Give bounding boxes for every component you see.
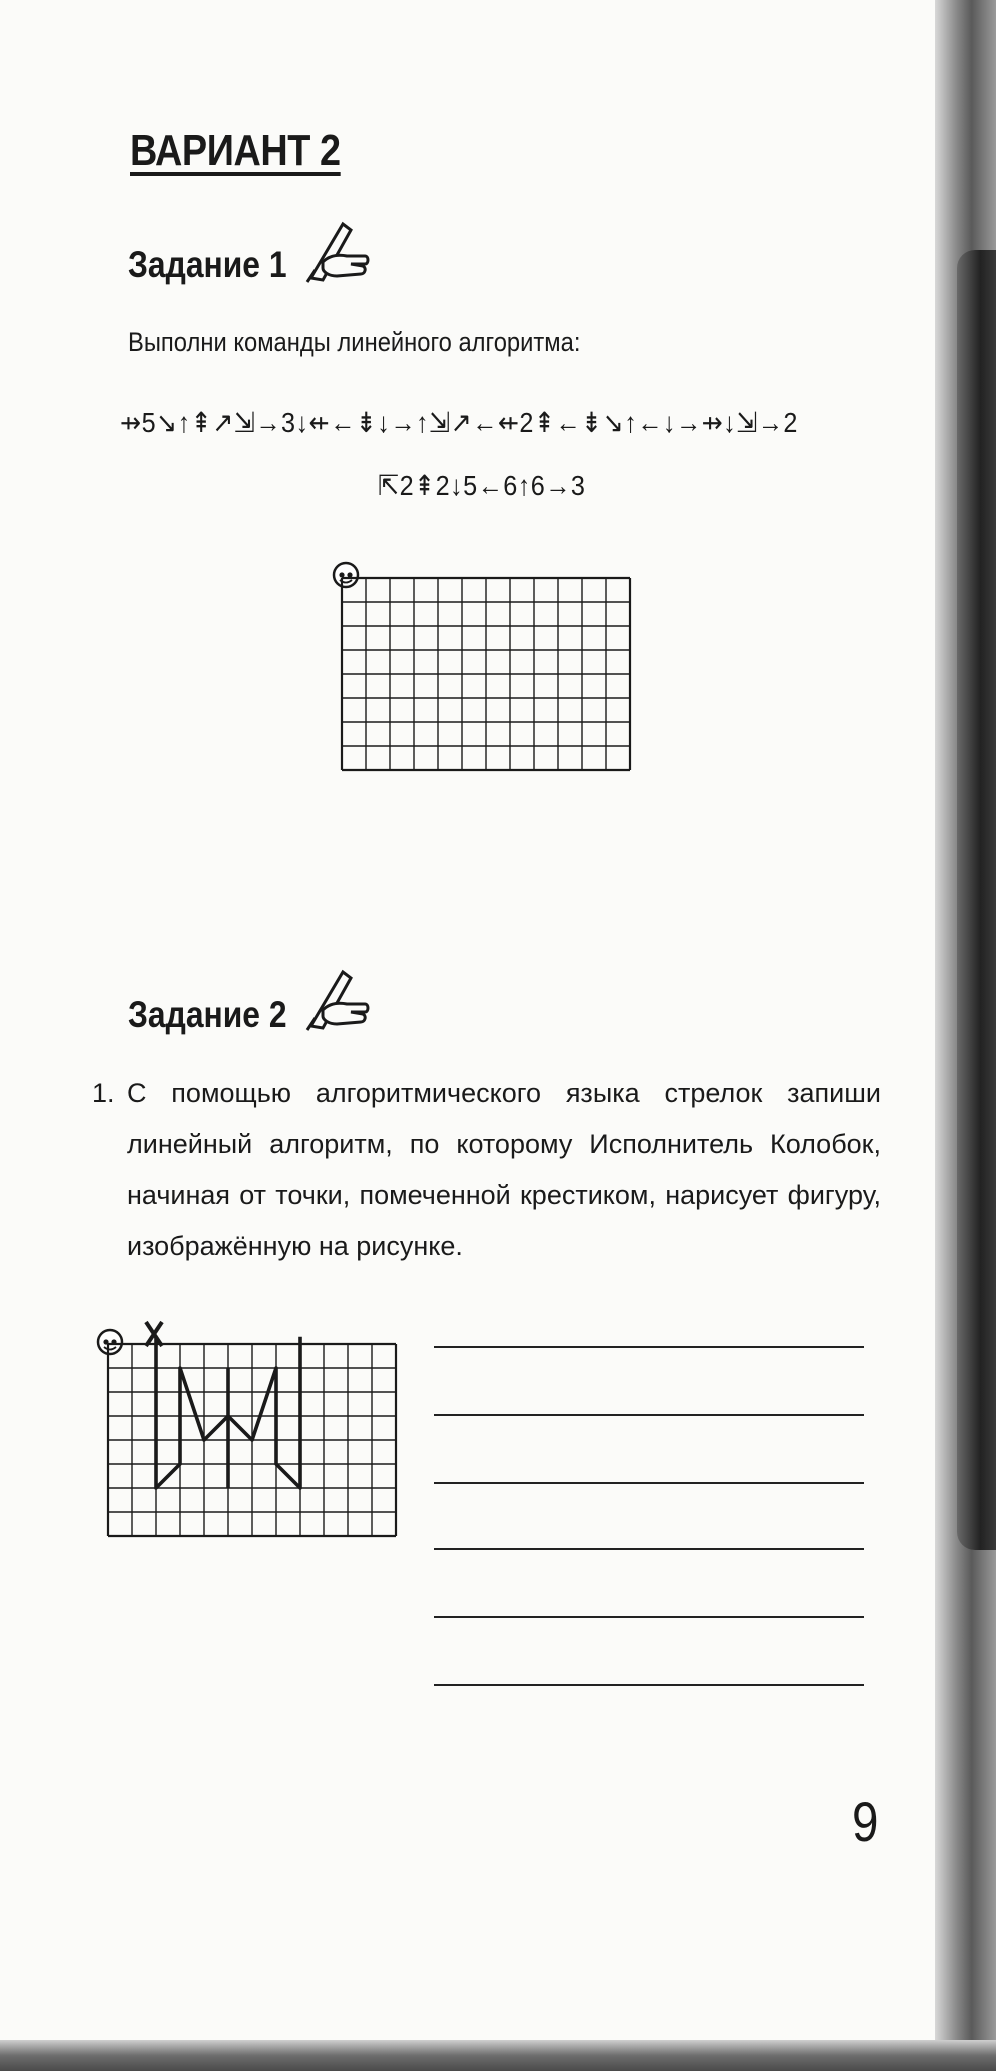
answer-line[interactable] <box>434 1482 864 1484</box>
cross-icon <box>146 1322 162 1346</box>
task2-item-number: 1. <box>92 1078 115 1108</box>
page-edge-shadow <box>935 0 996 2071</box>
answer-line[interactable] <box>434 1548 864 1550</box>
task2-text: С помощью алгоритмического языка стрелок запиши линейный алгоритм, по которому Исполнитель Колобок, начиная от точки, помеченной крестиком, нарисует фигуру, изображённую на рисунке. <box>127 1078 881 1261</box>
task1-grid-area <box>332 558 632 868</box>
answer-line[interactable] <box>434 1414 864 1416</box>
writing-hand-icon <box>303 218 373 286</box>
book-spine <box>957 250 996 1550</box>
task1-heading: Задание 1 <box>128 244 287 285</box>
smiley-icon <box>334 563 358 587</box>
writing-hand-icon <box>303 966 373 1034</box>
task2-figure <box>96 1318 406 1632</box>
page-number: 9 <box>852 1790 879 1853</box>
answer-line[interactable] <box>434 1346 864 1348</box>
smiley-icon <box>98 1330 122 1354</box>
task2-heading: Задание 2 <box>128 994 287 1035</box>
variant-title: ВАРИАНТ 2 <box>130 126 341 175</box>
task1-grid <box>342 578 630 770</box>
task1-instruction: Выполни команды линейного алгоритма: <box>128 327 581 357</box>
answer-line[interactable] <box>434 1616 864 1618</box>
answer-line[interactable] <box>434 1684 864 1686</box>
task1-commands-line1: ⇸5↘↑⇞↗⇲→3↓⇷←⇟↓→↑⇲↗←⇷2⇞←⇟↘↑←↓→⇸↓⇲→2 <box>120 407 798 438</box>
task1-commands-line2: ⇱2⇞2↓5←6↑6→3 <box>378 470 586 501</box>
page-bottom-shadow <box>0 2040 996 2071</box>
